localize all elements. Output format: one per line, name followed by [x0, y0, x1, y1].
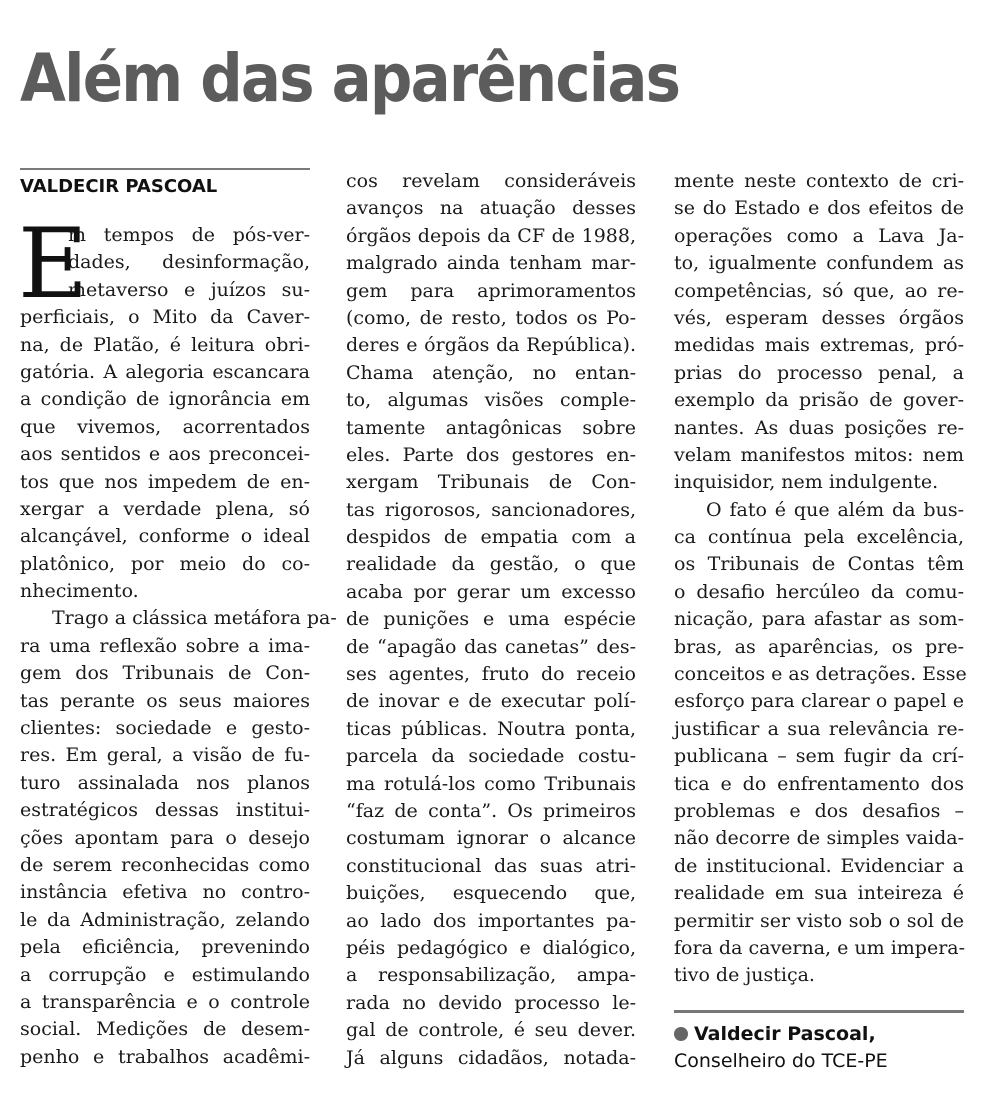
text-line: nantes. As duas posições re- — [674, 416, 964, 439]
text-line: eles. Parte dos gestores en- — [346, 443, 636, 466]
text-line: a condição de ignorância em — [20, 388, 310, 411]
text-line: res. Em geral, a visão de fu- — [20, 744, 310, 767]
text-line: penho e trabalhos acadêmi- — [20, 1045, 310, 1068]
text-line: a corrupção e estimulando — [20, 963, 310, 986]
text-line: le da Administração, zelando — [20, 908, 310, 931]
text-line: ções apontam para o desejo — [20, 826, 310, 849]
drop-cap-letter: E — [18, 208, 89, 320]
text-line: de “apagão das canetas” des- — [346, 635, 636, 658]
text-line: esforço para clarear o papel e — [674, 690, 964, 713]
text-line: to, algumas visões comple- — [346, 389, 636, 412]
text-line: pela eficiência, prevenindo — [20, 936, 310, 959]
text-line: o desafio hercúleo da comu- — [674, 580, 964, 603]
text-line: avanços na atuação desses — [346, 197, 636, 220]
text-line: ca contínua pela excelência, — [674, 526, 964, 549]
author-byline: VALDECIR PASCOAL — [20, 168, 310, 210]
text-line: “faz de conta”. Os primeiros — [346, 799, 636, 822]
text-line: gal de controle, é seu dever. — [346, 1019, 636, 1042]
text-line: órgãos depois da CF de 1988, — [346, 224, 636, 247]
text-line: de serem reconhecidas como — [20, 853, 310, 876]
text-line: ses agentes, fruto do receio — [346, 663, 636, 686]
text-line: mente neste contexto de cri- — [674, 170, 964, 192]
text-line: de punições e uma espécie — [346, 608, 636, 631]
text-line: ra uma reflexão sobre a ima- — [20, 634, 310, 657]
text-line: constitucional das suas atri- — [346, 854, 636, 877]
text-line: se do Estado e dos efeitos de — [674, 197, 964, 220]
text-line: parcela da sociedade costu- — [346, 745, 636, 768]
text-line: operações como a Lava Ja- — [674, 224, 964, 247]
text-line: vés, esperam desses órgãos — [674, 306, 964, 329]
text-line: de inovar e de executar polí- — [346, 690, 636, 713]
article-column-2 — [346, 168, 636, 1072]
text-line: Chama atenção, no entan- — [346, 361, 636, 384]
text-line: aos sentidos e aos preconcei- — [20, 443, 310, 466]
text-line: despidos de empatia com a — [346, 526, 636, 549]
signature-name-text: Valdecir Pascoal, — [694, 1022, 876, 1045]
article-column-3 — [674, 168, 967, 1075]
text-line: costumam ignorar o alcance — [346, 827, 636, 850]
text-line: competências, só que, ao re- — [674, 279, 964, 302]
text-line: gem dos Tribunais de Con- — [20, 662, 310, 685]
text-line: alcançável, conforme o ideal — [20, 525, 310, 548]
text-line: metaverso e juízos su- — [68, 278, 310, 301]
text-line: gem para aprimoramentos — [346, 279, 636, 302]
text-line: tivo de justiça. — [674, 964, 815, 987]
text-line: conceitos e as detrações. Esse — [674, 663, 967, 686]
article-column-1 — [18, 168, 337, 1071]
text-line: permitir ser visto sob o sol de — [674, 909, 964, 932]
text-line: xergar a verdade plena, só — [20, 497, 310, 520]
text-line: clientes: sociedade e gesto- — [20, 717, 310, 740]
text-line: na, de Platão, é leitura obri- — [20, 333, 310, 356]
text-line: os Tribunais de Contas têm — [674, 553, 964, 576]
text-line: inquisidor, nem indulgente. — [674, 471, 939, 494]
text-line: Trago a clássica metáfora pa- — [52, 607, 337, 630]
text-line: malgrado ainda tenham mar- — [346, 252, 636, 275]
text-line: ma rotulá-los como Tribunais — [346, 772, 636, 795]
text-line: a responsabilização, ampa- — [346, 964, 636, 987]
text-line: m tempos de pós-ver- — [68, 224, 310, 246]
text-line: O fato é que além da bus- — [706, 498, 964, 521]
text-line: ao lado dos importantes pa- — [346, 909, 636, 932]
text-line: tas perante os seus maiores — [20, 689, 310, 712]
text-line: xergam Tribunais de Con- — [346, 471, 636, 494]
text-line: buições, esquecendo que, — [346, 882, 636, 905]
text-line: tamente antagônicas sobre — [346, 416, 636, 439]
text-line: tos que nos impedem de en- — [20, 470, 310, 493]
text-line: que vivemos, acorrentados — [20, 415, 310, 438]
signature-rule — [674, 1010, 964, 1021]
text-line: acaba por gerar um excesso — [346, 580, 636, 603]
text-line: gatória. A alegoria escancara — [20, 360, 310, 383]
article-title: Além das aparências — [20, 40, 680, 117]
text-line: to, igualmente confundem as — [674, 252, 964, 275]
text-line: justificar a sua relevância re- — [674, 717, 964, 740]
text-line: tas rigorosos, sancionadores, — [346, 498, 636, 521]
text-line: social. Medições de desem- — [20, 1018, 310, 1041]
text-line: tica e do enfrentamento dos — [674, 772, 964, 795]
signature-name — [674, 1021, 964, 1047]
text-line: cos revelam consideráveis — [346, 170, 636, 192]
text-line: fora da caverna, e um impera- — [674, 936, 966, 959]
text-line: dades, desinformação, — [68, 251, 310, 274]
text-line: problemas e dos desafios – — [674, 799, 964, 822]
text-line: deres e órgãos da República). — [346, 334, 636, 357]
bullet-dot-icon — [674, 1027, 688, 1041]
signature-role: Conselheiro do TCE-PE — [674, 1049, 888, 1072]
text-line: nhecimento. — [20, 580, 139, 603]
text-line: publicana – sem fugir da crí- — [674, 745, 964, 768]
text-line: medidas mais extremas, pró- — [674, 334, 964, 357]
text-line: (como, de resto, todos os Po- — [346, 306, 636, 329]
text-line: prias do processo penal, a — [674, 361, 964, 384]
text-line: ticas públicas. Noutra ponta, — [346, 717, 636, 740]
text-line: estratégicos dessas institui- — [20, 799, 310, 822]
text-line: realidade da gestão, o que — [346, 553, 636, 576]
text-line: turo assinalada nos planos — [20, 771, 310, 794]
text-line: nicação, para afastar as som- — [674, 608, 964, 631]
text-line: rada no devido processo le- — [346, 991, 636, 1014]
text-line: bras, as aparências, os pre- — [674, 635, 964, 658]
text-line: exemplo da prisão de gover- — [674, 389, 964, 412]
text-line: não decorre de simples vaida- — [674, 827, 964, 850]
text-line: péis pedagógico e dialógico, — [346, 936, 636, 959]
text-line: de institucional. Evidenciar a — [674, 854, 964, 877]
text-line: realidade em sua inteireza é — [674, 882, 964, 905]
text-line: velam manifestos mitos: nem — [674, 443, 964, 466]
text-line: instância efetiva no contro- — [20, 881, 310, 904]
text-line: platônico, por meio do co- — [20, 552, 310, 575]
text-line: a transparência e o controle — [20, 990, 310, 1013]
text-line: perficiais, o Mito da Caver- — [20, 306, 310, 329]
text-line: Já alguns cidadãos, notada- — [346, 1046, 636, 1069]
